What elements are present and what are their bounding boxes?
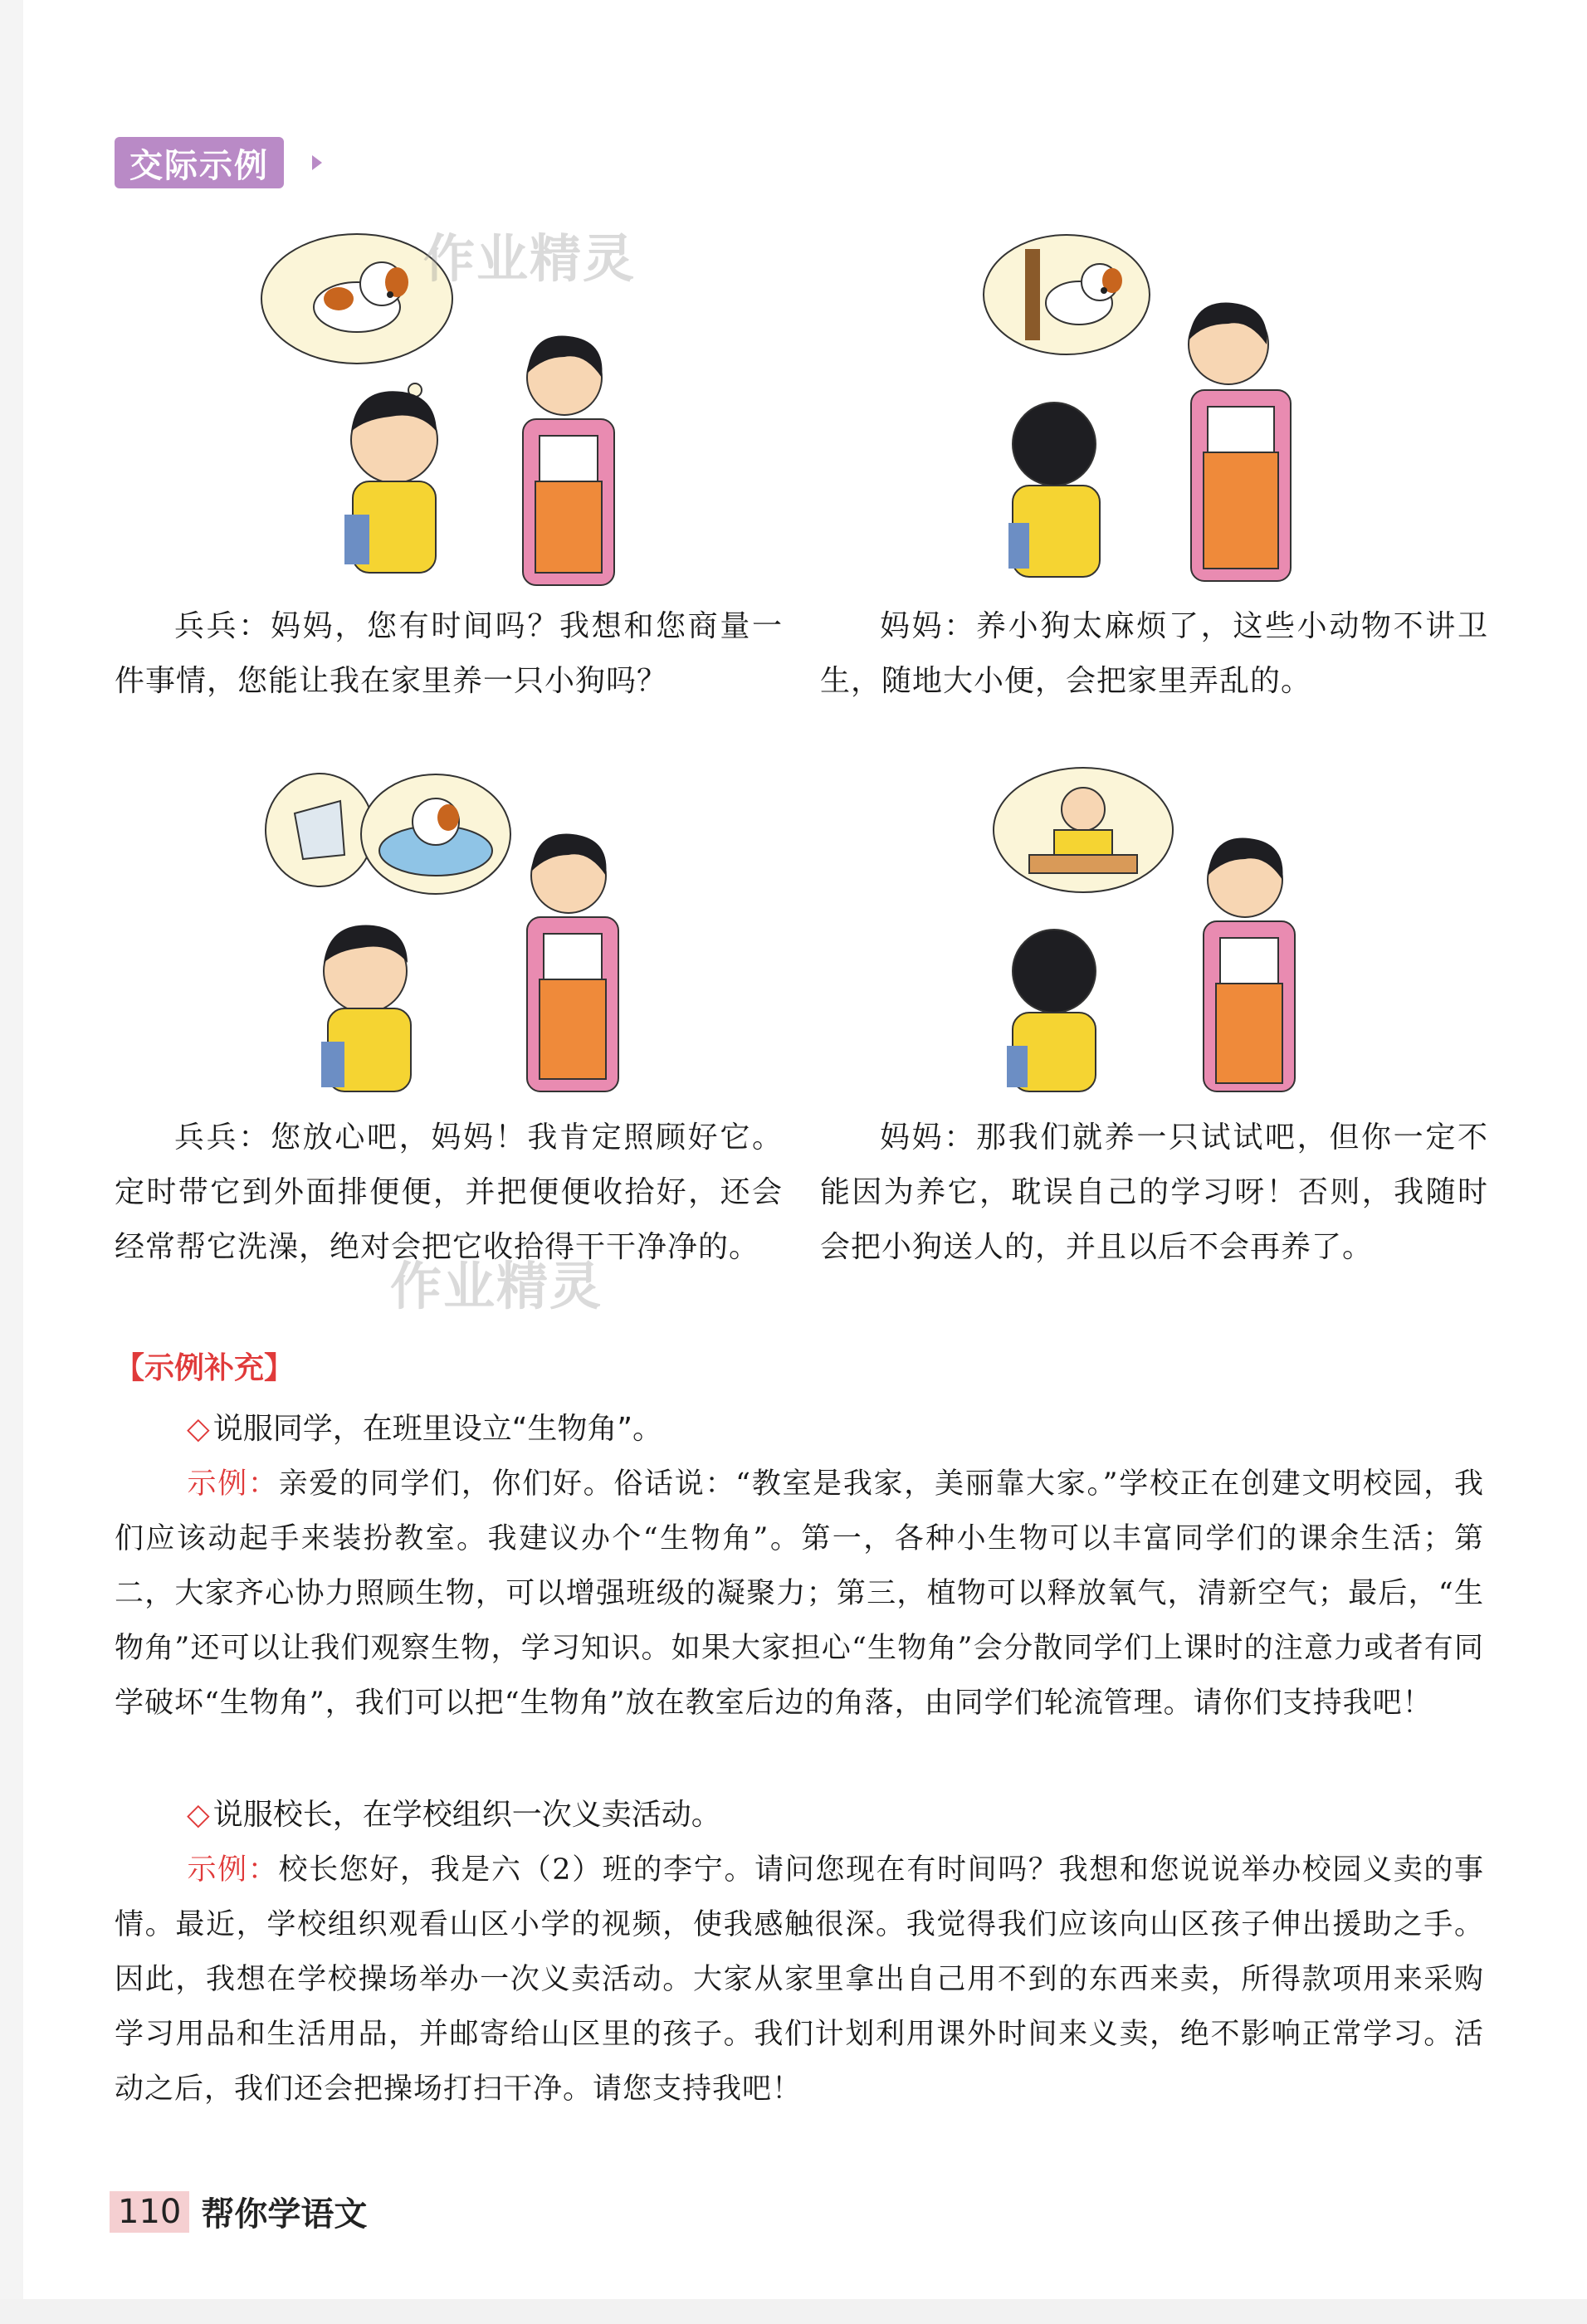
diamond-icon: ◇ [187, 1798, 210, 1832]
diamond-icon: ◇ [187, 1412, 210, 1446]
illustration-mom-refuses [979, 232, 1444, 589]
panel-caption: 妈妈：那我们就养一只试试吧，但你一定不能因为养它，耽误自己的学习呀！否则，我随时会把小狗送人的，并且以后不会再养了。 [820, 1120, 1488, 1264]
example-text: 亲爱的同学们，你们好。俗话说：“教室是我家，美丽靠大家。”学校正在创建文明校园，我们应该动起手来装扮教室。我建议办个“生物角”。第一，各种小生物可以丰富同学们的课余生活；第二，大家齐心协力照顾生物，可以增强班级的凝聚力；第三，植物可以释放氧气，清新空气；最后，“生物角”还可以让我们观察生物，学习知识。如果大家担心“生物角”会分散同学们上课时的注意力或者有同学破坏“生物角”，我们可以把“生物角”放在教室后边的角落，由同学们轮流管理。请你们支持我吧！ [115, 1467, 1484, 1720]
example-text: 校长您好，我是六（2）班的李宁。请问您现在有时间吗？我想和您说说举办校园义卖的事情。最近，学校组织观看山区小学的视频，使我感触很深。我觉得我们应该向山区孩子伸出援助之手。因此，我想在学校操场举办一次义卖活动。大家从家里拿出自己用不到的东西来卖，所得款项用来采购学习用品和生活用品，并邮寄给山区里的孩子。我们计划利用课外时间来义卖，绝不影响正常学习。活动之后，我们还会把操场打扫干净。请您支持我吧！ [115, 1853, 1484, 2106]
illustration-mom-agrees [984, 764, 1448, 1096]
supplement-topic [187, 1791, 721, 1833]
panel-caption: 兵兵：妈妈，您有时间吗？我想和您商量一件事情，您能让我在家里养一只小狗吗？ [115, 609, 783, 698]
section-tag-arrow-icon [312, 155, 322, 170]
supplement-topic [187, 1405, 662, 1448]
watermark: 作业精灵 [390, 1256, 603, 1316]
supplement-title: 【示例补充】 [115, 1351, 295, 1385]
page-footer [110, 2188, 367, 2235]
topic-text: 说服同学，在班里设立“生物角”。 [212, 1412, 662, 1446]
panel-caption: 妈妈：养小狗太麻烦了，这些小动物不讲卫生，随地大小便，会把家里弄乱的。 [820, 609, 1488, 698]
page-bottom-edge [0, 2299, 1587, 2324]
section-tag [115, 137, 284, 188]
example-paragraph [115, 1457, 1484, 1731]
example-paragraph [115, 1843, 1484, 2116]
book-title: 帮你学语文 [201, 2195, 368, 2234]
example-label: 示例： [187, 1467, 279, 1501]
panel-caption: 兵兵：您放心吧，妈妈！我肯定照顾好它。定时带它到外面排便便，并把便便收拾好，还会经常帮它洗澡，绝对会把它收拾得干干净净的。 [115, 1120, 783, 1264]
illustration-boy-promises [261, 764, 726, 1096]
page-number: 110 [110, 2191, 189, 2233]
watermark: 作业精灵 [423, 228, 637, 289]
topic-text: 说服校长，在学校组织一次义卖活动。 [212, 1798, 721, 1832]
section-tag-label: 交际示例 [129, 146, 269, 185]
page-edge [0, 0, 23, 2324]
example-label: 示例： [187, 1853, 279, 1887]
